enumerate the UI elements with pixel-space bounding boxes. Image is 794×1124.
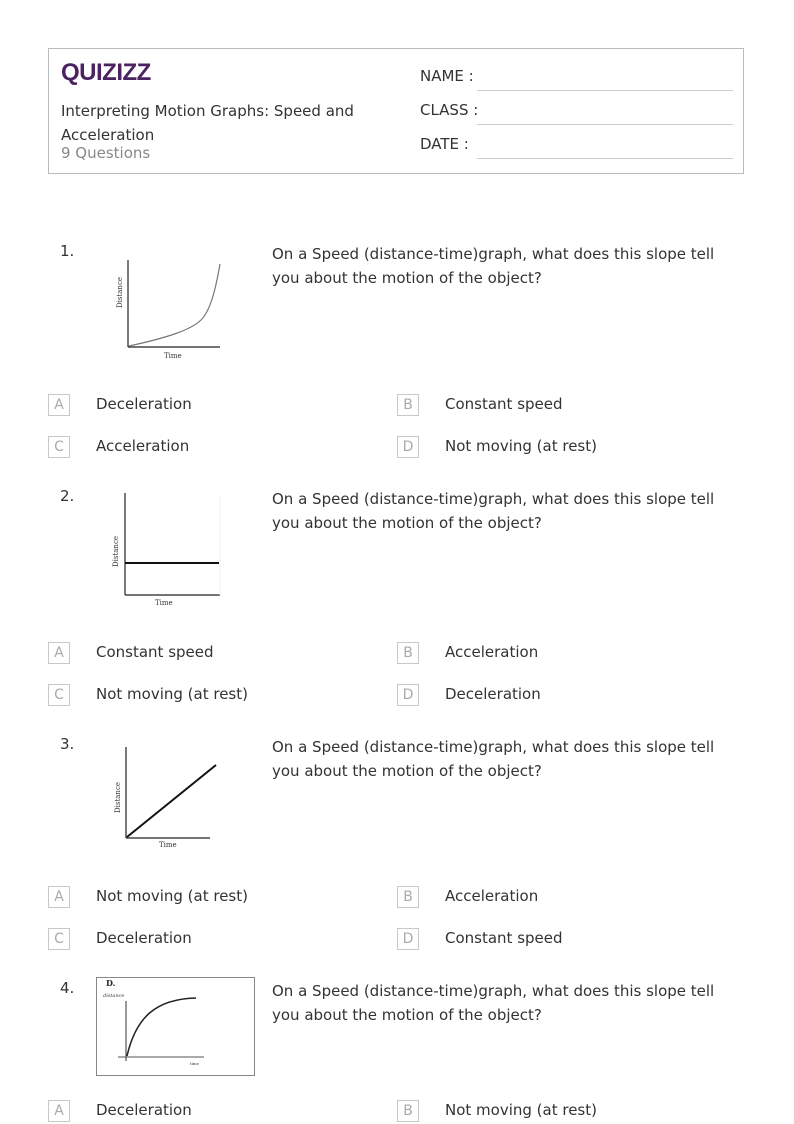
worksheet-header (48, 48, 744, 174)
option-letter-box[interactable]: B (397, 886, 419, 908)
option-text: Acceleration (96, 437, 190, 455)
option-letter-box[interactable]: C (48, 928, 70, 950)
option-text: Deceleration (96, 929, 192, 947)
question-number: 4. (60, 979, 75, 997)
option-text: Constant speed (445, 929, 563, 947)
option-letter-box[interactable]: A (48, 886, 70, 908)
option-text: Acceleration (445, 887, 539, 905)
class-line[interactable] (477, 124, 733, 125)
date-label: DATE : (420, 135, 469, 153)
option-text: Not moving (at rest) (96, 887, 248, 905)
curved-up-graph-image (96, 242, 226, 367)
option-letter-box[interactable]: B (397, 642, 419, 664)
class-field[interactable] (420, 101, 733, 125)
option-letter-box[interactable]: A (48, 642, 70, 664)
option-letter-box[interactable]: D (397, 928, 419, 950)
quizizz-logo: QUIZIZZ (61, 59, 151, 86)
option-text: Not moving (at rest) (445, 437, 597, 455)
option-text: Constant speed (445, 395, 563, 413)
option-text: Deceleration (96, 1101, 192, 1119)
question-text: On a Speed (distance-time)graph, what does this slope tell you about the motion of the object? (272, 490, 715, 532)
x-axis-label: time (190, 1061, 200, 1066)
option-text: Deceleration (96, 395, 192, 413)
panel-label: D. (106, 978, 116, 988)
x-axis-label: Time (164, 352, 182, 360)
worksheet-title: Interpreting Motion Graphs: Speed and Acceleration (61, 102, 354, 144)
question-text: On a Speed (distance-time)graph, what does this slope tell you about the motion of the object? (272, 245, 715, 287)
y-axis-label: Distance (114, 781, 122, 813)
x-axis-label: Time (155, 599, 173, 607)
question-number: 1. (60, 242, 75, 260)
option-letter-box[interactable]: B (397, 1100, 419, 1122)
name-field[interactable] (420, 67, 733, 91)
class-label: CLASS : (420, 101, 479, 119)
option-text: Not moving (at rest) (96, 685, 248, 703)
option-letter-box[interactable]: D (397, 436, 419, 458)
name-line[interactable] (477, 90, 733, 91)
question-number: 2. (60, 487, 75, 505)
option-letter-box[interactable]: D (397, 684, 419, 706)
option-letter-box[interactable]: B (397, 394, 419, 416)
option-letter-box[interactable]: C (48, 436, 70, 458)
straight-line-graph-image (96, 735, 226, 855)
y-axis-label: Distance (116, 276, 124, 308)
date-line[interactable] (477, 158, 733, 159)
flat-line-graph-image (96, 487, 236, 612)
option-letter-box[interactable]: A (48, 1100, 70, 1122)
curve (129, 264, 220, 346)
option-letter-box[interactable]: C (48, 684, 70, 706)
question-text: On a Speed (distance-time)graph, what does this slope tell you about the motion of the object? (272, 982, 715, 1024)
question-count: 9 Questions (61, 144, 151, 162)
leveling-curve-graph-image (96, 977, 256, 1077)
question-number: 3. (60, 735, 75, 753)
option-text: Deceleration (445, 685, 541, 703)
option-text: Acceleration (445, 643, 539, 661)
date-field[interactable] (420, 135, 733, 159)
option-letter-box[interactable]: A (48, 394, 70, 416)
straight-line (127, 765, 216, 837)
option-text: Constant speed (96, 643, 214, 661)
question-text: On a Speed (distance-time)graph, what does this slope tell you about the motion of the object? (272, 738, 715, 780)
y-axis-label: Distance (112, 535, 120, 567)
y-axis-label: distance (103, 993, 125, 999)
option-text: Not moving (at rest) (445, 1101, 597, 1119)
name-label: NAME : (420, 67, 474, 85)
x-axis-label: Time (159, 841, 177, 849)
